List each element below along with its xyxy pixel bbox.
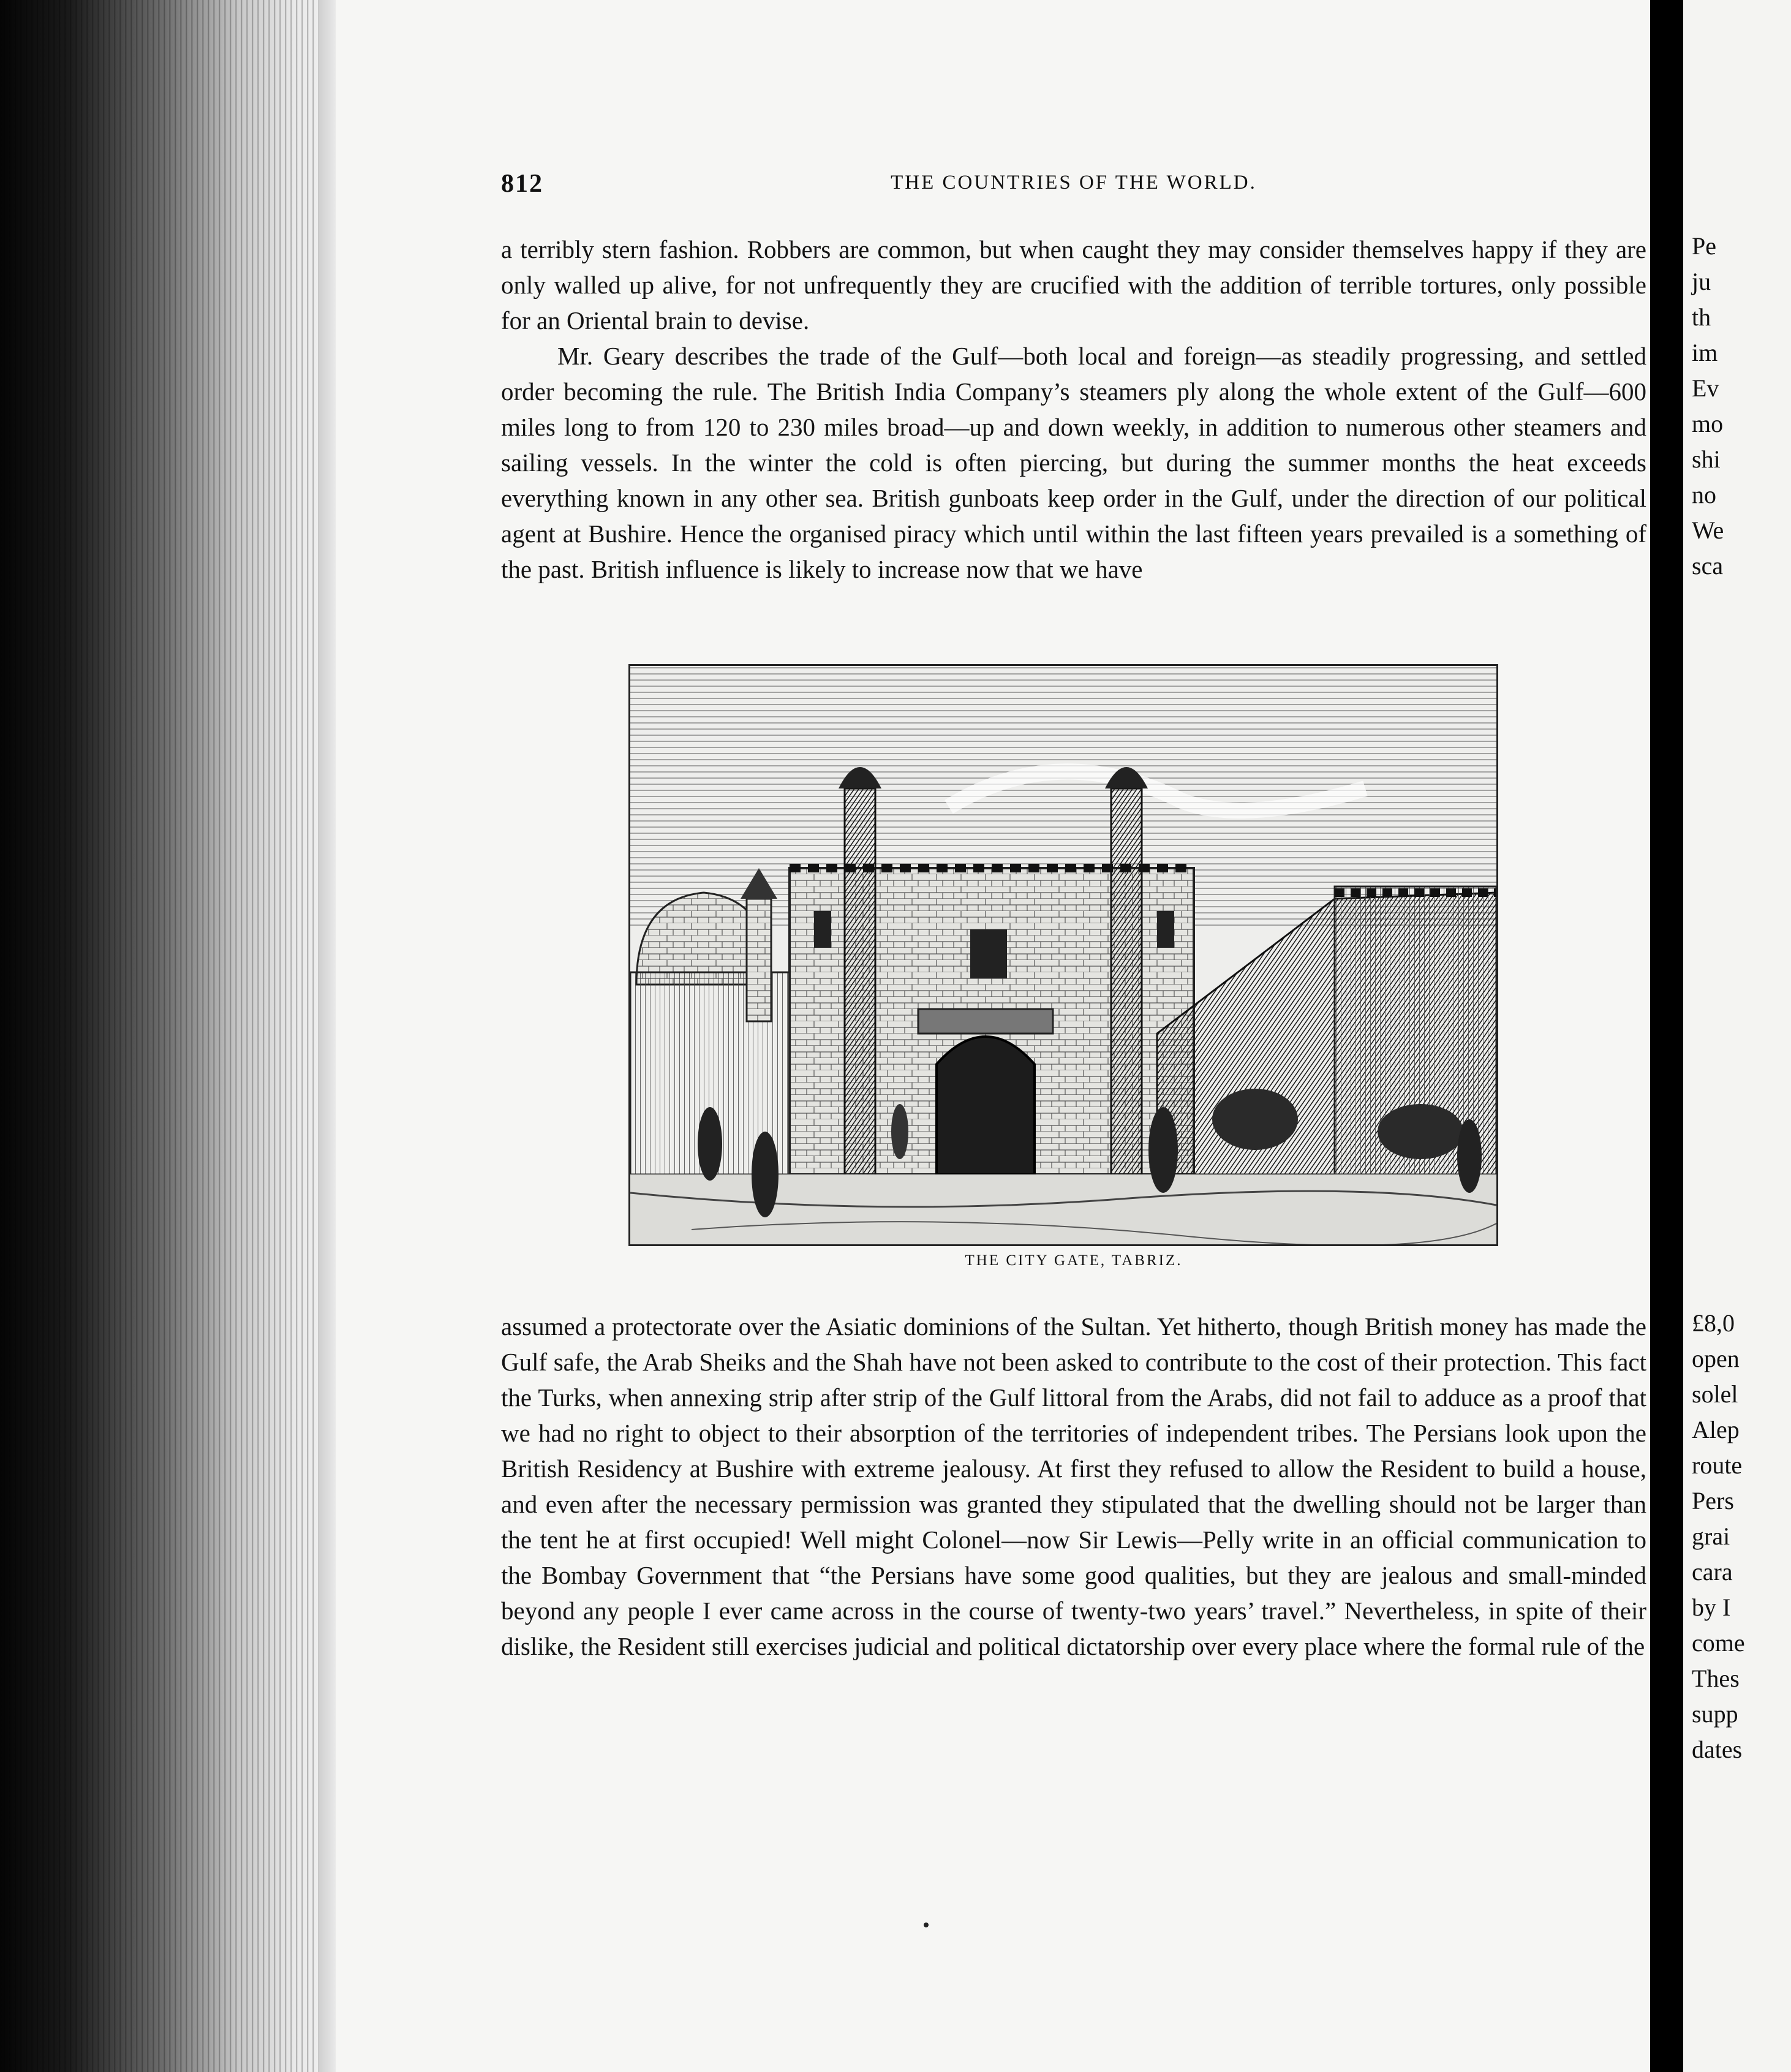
city-gate-engraving bbox=[628, 664, 1498, 1246]
facing-fragment: dates bbox=[1692, 1736, 1743, 1763]
facing-fragment: grai bbox=[1692, 1522, 1730, 1550]
facing-fragment: Pers bbox=[1692, 1487, 1734, 1514]
running-title: THE COUNTRIES OF THE WORLD. bbox=[891, 172, 1257, 194]
facing-fragment: supp bbox=[1692, 1700, 1738, 1728]
paragraph-1: a terribly stern fashion. Robbers are common, but when caught they may consider themselves happy if they are only walled up alive, for not unfrequently they are crucified with the addition of terrible tortures, only possible for an Oriental brain to devise. bbox=[501, 235, 1646, 335]
body-text-top bbox=[501, 232, 1646, 587]
facing-fragment: mo bbox=[1692, 410, 1724, 437]
page-header bbox=[501, 169, 1646, 203]
facing-fragment: Ev bbox=[1692, 374, 1719, 402]
facing-page bbox=[1683, 0, 1791, 2072]
print-speck bbox=[924, 1923, 929, 1927]
page-number: 812 bbox=[501, 170, 543, 198]
facing-fragment: solel bbox=[1692, 1380, 1738, 1408]
facing-fragment: come bbox=[1692, 1629, 1745, 1657]
facing-fragment: im bbox=[1692, 339, 1718, 366]
paragraph-3: assumed a protectorate over the Asiatic dominions of the Sultan. Yet hitherto, though British money has made the Gulf safe, the Arab Sheiks and the Shah have not been asked to contribute to the cost of their protection. This fact the Turks, when annexing strip after strip of the Gulf littoral from the Arabs, did not fail to adduce as a proof that we had no right to object to their absorption of the territories of independent tribes. The Persians look upon the British Residency at Bushire with extreme jealousy. At first they refused to allow the Resident to build a house, and even after the necessary permission was granted they stipulated that the dwelling should not be larger than the tent he at first occupied! Well might Colonel—now Sir Lewis—Pelly write in an official communication to the Bombay Government that “the Persians have some good qualities, but they are jealous and small-minded beyond any people I ever came across in the course of twenty-two years’ travel.” Nevertheless, in spite of their dislike, the Resident still exercises judicial and political dictatorship over every place where the formal rule of the bbox=[501, 1312, 1646, 1660]
facing-fragment: Pe bbox=[1692, 232, 1716, 260]
book-page-edges bbox=[0, 0, 343, 2072]
facing-fragment: by I bbox=[1692, 1594, 1731, 1621]
facing-fragment: open bbox=[1692, 1345, 1740, 1372]
facing-fragment: route bbox=[1692, 1451, 1743, 1479]
facing-fragment: ju bbox=[1692, 268, 1711, 295]
facing-fragment: We bbox=[1692, 516, 1724, 544]
engraving-drawing bbox=[630, 666, 1496, 1244]
book-page bbox=[336, 0, 1650, 2072]
facing-fragment: shi bbox=[1692, 445, 1721, 473]
paragraph-2: Mr. Geary describes the trade of the Gulf—both local and foreign—as steadily progressing, and settled order becoming the rule. The British India Company’s steamers ply along the whole extent of the Gulf—600 miles long to from 120 to 230 miles broad—up and down weekly, in addition to numerous other steamers and sailing vessels. In the winter the cold is often piercing, but during the summer months the heat exceeds everything known in any other sea. British gunboats keep order in the Gulf, under the direction of our political agent at Bushire. Hence the organised piracy which until within the last fifteen years prevailed is a something of the past. British influence is likely to increase now that we have bbox=[501, 342, 1646, 583]
facing-fragment: sca bbox=[1692, 552, 1724, 580]
facing-fragment: cara bbox=[1692, 1558, 1733, 1586]
facing-fragment: no bbox=[1692, 481, 1716, 509]
figure-caption: THE CITY GATE, TABRIZ. bbox=[965, 1252, 1183, 1269]
facing-fragment: £8,0 bbox=[1692, 1309, 1735, 1337]
body-text-bottom bbox=[501, 1309, 1646, 1664]
facing-fragment: Alep bbox=[1692, 1416, 1740, 1443]
facing-fragment: th bbox=[1692, 303, 1711, 331]
facing-fragment: Thes bbox=[1692, 1665, 1740, 1692]
